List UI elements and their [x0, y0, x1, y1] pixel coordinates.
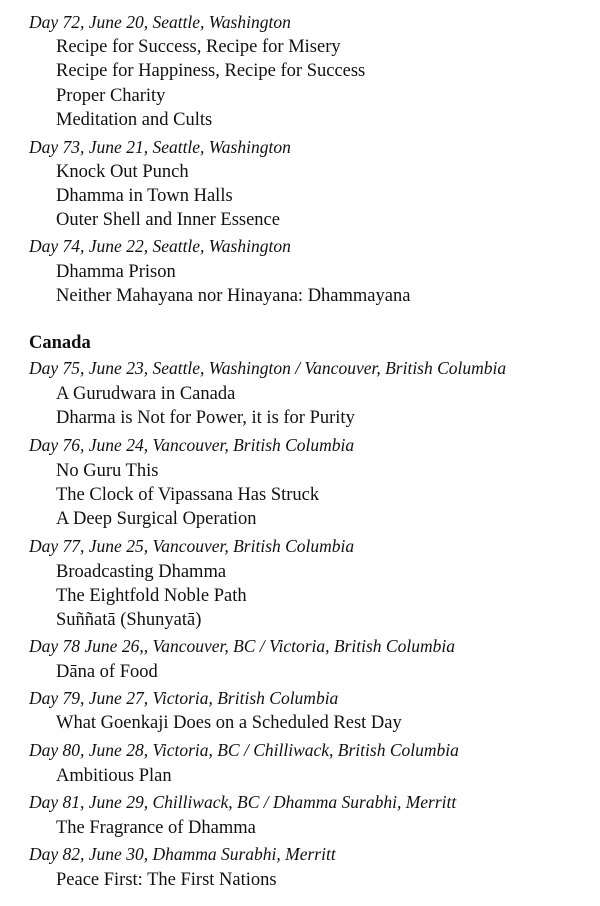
toc-entry: A Gurudwara in Canada [56, 384, 236, 404]
toc-day-heading: Day 80, June 28, Victoria, BC / Chilliwack, British Columbia [29, 740, 459, 760]
toc-entry: Dāna of Food [56, 662, 158, 682]
toc-entry: Proper Charity [56, 86, 166, 106]
toc-day-heading: Day 79, June 27, Victoria, British Columbia [29, 688, 339, 708]
toc-entry: The Clock of Vipassana Has Struck [56, 485, 320, 505]
toc-entry: What Goenkaji Does on a Scheduled Rest Day [56, 713, 402, 733]
toc-day-heading: Day 75, June 23, Seattle, Washington / Vancouver, British Columbia [29, 358, 507, 378]
toc-day-heading: Day 72, June 20, Seattle, Washington [29, 12, 291, 32]
toc-entry: Recipe for Success, Recipe for Misery [56, 37, 341, 57]
toc-day-heading: Day 74, June 22, Seattle, Washington [29, 236, 291, 256]
toc-day-heading: Day 77, June 25, Vancouver, British Columbia [29, 536, 355, 556]
toc-entry: Outer Shell and Inner Essence [56, 210, 280, 230]
toc-entry: The Eightfold Noble Path [56, 586, 247, 606]
toc-entry: Dharma is Not for Power, it is for Purity [56, 408, 355, 428]
toc-entry: Neither Mahayana nor Hinayana: Dhammayana [56, 286, 411, 306]
toc-entry: Meditation and Cults [56, 110, 213, 130]
toc-entry: Ambitious Plan [56, 766, 172, 786]
section-heading: Canada [29, 333, 91, 353]
toc-entry: Peace First: The First Nations [56, 870, 277, 890]
toc-day-heading: Day 76, June 24, Vancouver, British Columbia [29, 435, 355, 455]
toc-day-heading: Day 82, June 30, Dhamma Surabhi, Merritt [29, 844, 336, 864]
toc-entry: The Fragrance of Dhamma [56, 818, 256, 838]
toc-entry: Suññatā (Shunyatā) [56, 610, 202, 630]
toc-entry: Dhamma Prison [56, 262, 176, 282]
toc-entry: No Guru This [56, 461, 159, 481]
toc-entry: Recipe for Happiness, Recipe for Success [56, 61, 366, 81]
toc-entry: Dhamma in Town Halls [56, 186, 233, 206]
toc-day-heading: Day 81, June 29, Chilliwack, BC / Dhamma Surabhi, Merritt [29, 792, 457, 812]
toc-entry: A Deep Surgical Operation [56, 509, 257, 529]
toc-entry: Broadcasting Dhamma [56, 562, 227, 582]
toc-day-heading: Day 78 June 26,, Vancouver, BC / Victoria, British Columbia [29, 636, 455, 656]
toc-day-heading: Day 73, June 21, Seattle, Washington [29, 137, 291, 157]
toc-entry: Knock Out Punch [56, 162, 189, 182]
